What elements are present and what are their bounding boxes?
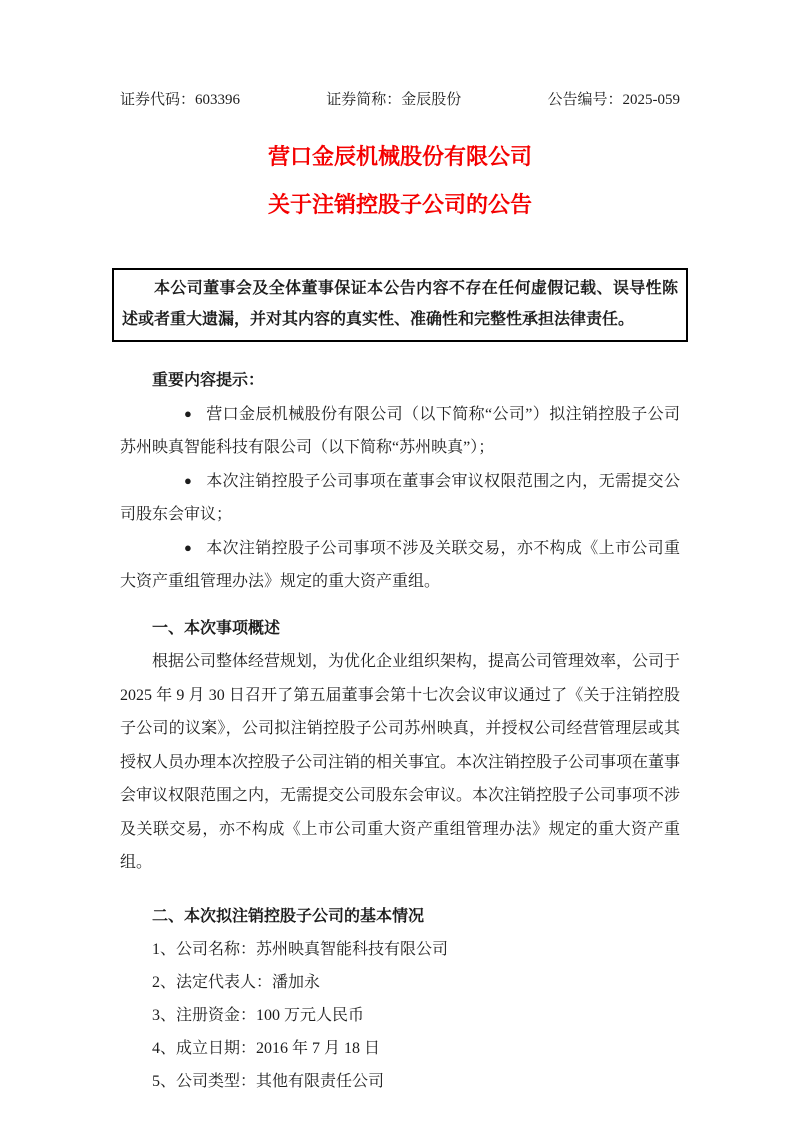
notice-heading: 重要内容提示： (152, 372, 265, 389)
bullet-icon: ● (184, 540, 192, 555)
bullet-icon: ● (184, 406, 192, 421)
list-item-company-type: 5、公司类型：其他有限责任公司 (152, 1072, 385, 1090)
section-2-heading: 二、本次拟注销控股子公司的基本情况 (152, 907, 425, 925)
notice-bullet-1-text: 营口金辰机械股份有限公司（以下简称“公司”）拟注销控股子公司苏州映真智能科技有限公司（以下简称“苏州映真”）； (120, 406, 680, 456)
document-title (120, 133, 680, 229)
list-item-legal-representative: 2、法定代表人：潘加永 (152, 973, 321, 991)
notice-bullet-3-text: 本次注销控股子公司事项不涉及关联交易，亦不构成《上市公司重大资产重组管理办法》规定的重大资产重组。 (120, 540, 680, 590)
section-1-paragraph: 根据公司整体经营规划，为优化企业组织架构，提高公司管理效率，公司于 2025 年 9 月 30 日召开了第五届董事会第十七次会议审议通过了《关于注销控股子公司的议案》，公司拟注销控股子公司苏州映真，并授权公司经营管理层或其授权人员办理本次控股子公司注销的相关事宜。本次注销控股子公司事项在董事会审议权限范围之内，无需提交公司股东会审议。本次注销控股子公司事项不涉及关联交易，亦不构成《上市公司重大资产重组管理办法》规定的重大资产重组。 (120, 653, 681, 871)
notice-bullet-1 (120, 397, 680, 464)
title-line-subject: 关于注销控股子公司的公告 (267, 192, 532, 217)
stock-code: 证券代码：603396 (120, 92, 241, 108)
notice-bullet-2-text: 本次注销控股子公司事项在董事会审议权限范围之内，无需提交公司股东会审议； (120, 473, 680, 523)
disclaimer-text: 本公司董事会及全体董事保证本公告内容不存在任何虚假记载、误导性陈述或者重大遗漏，并对其内容的真实性、准确性和完整性承担法律责任。 (122, 280, 678, 328)
subsidiary-info-list (120, 933, 680, 1098)
notice-bullet-3 (120, 531, 680, 598)
announcement-number: 公告编号：2025-059 (547, 92, 680, 108)
list-item-establishment-date: 4、成立日期：2016 年 7 月 18 日 (152, 1039, 381, 1057)
stock-short-name: 证券简称：金辰股份 (326, 92, 462, 108)
document-header (120, 88, 680, 109)
list-item-company-name: 1、公司名称：苏州映真智能科技有限公司 (152, 940, 449, 958)
bullet-icon: ● (184, 473, 192, 488)
title-line-company: 营口金辰机械股份有限公司 (267, 144, 532, 169)
list-item-registered-capital: 3、注册资金：100 万元人民币 (152, 1006, 365, 1024)
notice-bullet-2 (120, 464, 680, 531)
disclaimer-box (112, 268, 688, 342)
section-1-heading: 一、本次事项概述 (152, 620, 281, 637)
